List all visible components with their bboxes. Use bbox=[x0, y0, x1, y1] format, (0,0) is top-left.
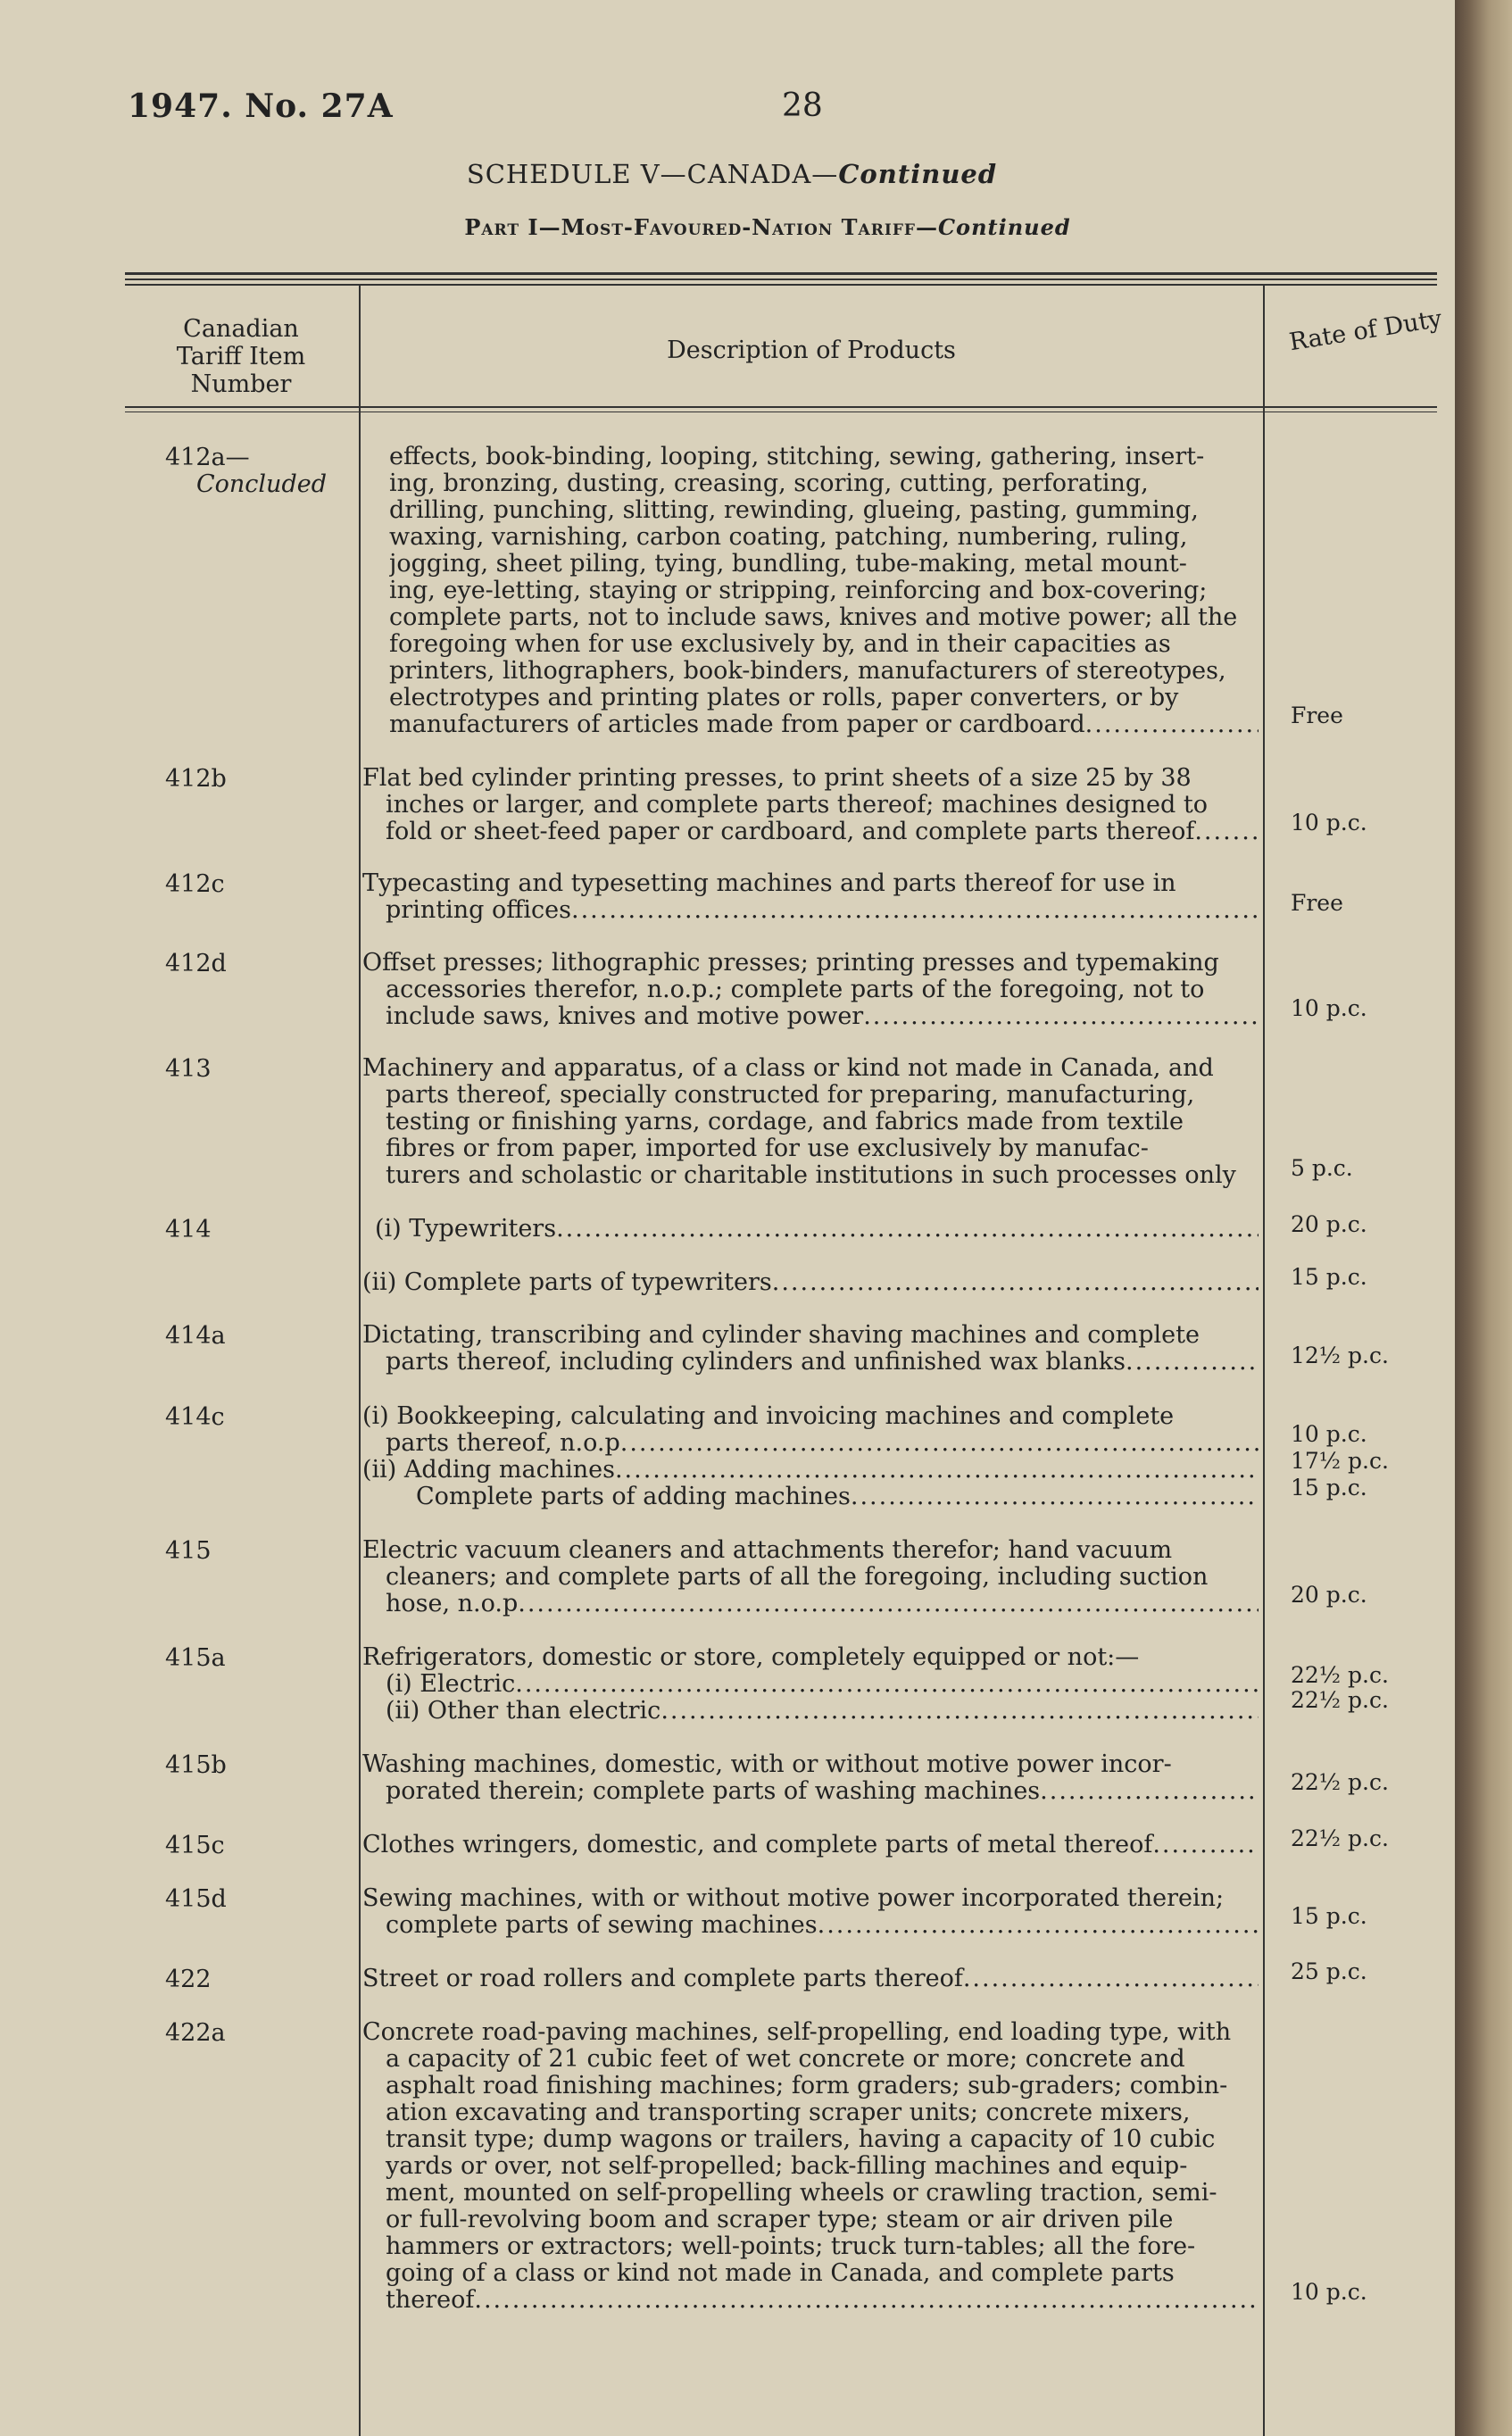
rate-of-duty: 10 p.c. bbox=[1291, 995, 1367, 1021]
description-line-text: complete parts of sewing machines bbox=[386, 1912, 818, 1939]
description-line: effects, book-binding, looping, stitching, sewing, gathering, insert- bbox=[389, 444, 1205, 470]
rate-of-duty: Free bbox=[1291, 890, 1343, 916]
description-line-text: include saws, knives and motive power bbox=[386, 1003, 864, 1030]
schedule-title-suffix: Continued bbox=[838, 159, 998, 189]
item-number: 412b bbox=[165, 765, 227, 793]
description-line: jogging, sheet piling, tying, bundling, tube-making, metal mount- bbox=[389, 551, 1187, 578]
description-line: accessories therefor, n.o.p.; complete parts of the foregoing, not to bbox=[386, 977, 1205, 1003]
rate-of-duty: 22½ p.c. bbox=[1291, 1687, 1389, 1713]
schedule-title bbox=[0, 159, 1464, 189]
column-header-item bbox=[134, 315, 348, 398]
item-number-note: Concluded bbox=[196, 470, 327, 498]
description-line bbox=[362, 1591, 1259, 1617]
description-line bbox=[362, 2287, 1259, 2314]
part-title bbox=[0, 214, 1512, 240]
rate-of-duty: 10 p.c. bbox=[1291, 2279, 1367, 2305]
dot-leader bbox=[615, 1457, 1259, 1484]
description-line: asphalt road finishing machines; form graders; sub-graders; combin- bbox=[386, 2073, 1228, 2099]
dot-leader bbox=[556, 1216, 1259, 1243]
rate-of-duty: 20 p.c. bbox=[1291, 1211, 1367, 1237]
description-line bbox=[362, 1912, 1259, 1939]
description-line: printers, lithographers, book-binders, manufacturers of stereotypes, bbox=[389, 658, 1226, 685]
part-title-main: Part I—Most-Favoured-Nation Tariff— bbox=[464, 214, 938, 240]
rate-of-duty: 12½ p.c. bbox=[1291, 1343, 1389, 1368]
column-divider-rate bbox=[1263, 286, 1265, 2436]
item-description bbox=[362, 1055, 1259, 1189]
description-line bbox=[362, 819, 1259, 845]
description-line: cleaners; and complete parts of all the foregoing, including suction bbox=[386, 1564, 1209, 1591]
description-line bbox=[362, 1216, 1259, 1243]
description-line-text: porated therein; complete parts of washing machines bbox=[386, 1778, 1041, 1805]
description-line bbox=[389, 711, 1259, 738]
rate-of-duty: 17½ p.c. bbox=[1291, 1448, 1389, 1474]
description-line-text: parts thereof, n.o.p bbox=[386, 1430, 620, 1457]
rate-of-duty: 22½ p.c. bbox=[1291, 1769, 1389, 1795]
rate-of-duty: 10 p.c. bbox=[1291, 810, 1367, 836]
page-number: 28 bbox=[782, 87, 823, 124]
description-line: Electric vacuum cleaners and attachments therefor; hand vacuum bbox=[362, 1537, 1173, 1564]
document-year-number: 1947. No. 27A bbox=[128, 87, 394, 125]
rate-of-duty: 22½ p.c. bbox=[1291, 1825, 1389, 1851]
dot-leader bbox=[660, 1698, 1259, 1725]
rate-of-duty: 15 p.c. bbox=[1291, 1264, 1367, 1290]
description-line-text: (ii) Adding machines bbox=[362, 1457, 615, 1484]
item-number: 414c bbox=[165, 1403, 225, 1431]
description-line-text: hose, n.o.p bbox=[386, 1591, 519, 1617]
item-description bbox=[362, 1216, 1259, 1243]
description-line-text: (ii) Other than electric bbox=[386, 1698, 661, 1725]
item-number: 414 bbox=[165, 1216, 212, 1243]
column-header-rate: Rate of Duty bbox=[1287, 304, 1444, 357]
description-line bbox=[362, 897, 1259, 924]
description-line: drilling, punching, slitting, rewinding, glueing, pasting, gumming, bbox=[389, 497, 1199, 524]
dot-leader bbox=[1085, 711, 1259, 738]
item-number: 413 bbox=[165, 1055, 212, 1083]
description-line-text: fold or sheet-feed paper or cardboard, and complete parts thereof bbox=[386, 819, 1195, 845]
description-line: foregoing when for use exclusively by, and in their capacities as bbox=[389, 631, 1171, 658]
column-header-description: Description of Products bbox=[667, 337, 956, 364]
dot-leader bbox=[515, 1671, 1259, 1698]
dot-leader bbox=[772, 1269, 1259, 1296]
dot-leader bbox=[1126, 1349, 1259, 1376]
description-line-text: thereof bbox=[386, 2287, 475, 2314]
item-number: 415b bbox=[165, 1751, 227, 1779]
description-line bbox=[362, 1671, 1259, 1698]
item-description bbox=[362, 1403, 1259, 1510]
description-line: Concrete road-paving machines, self-propelling, end loading type, with bbox=[362, 2019, 1232, 2046]
item-description bbox=[362, 870, 1259, 924]
description-line bbox=[362, 1778, 1259, 1805]
item-number: 414a bbox=[165, 1322, 226, 1350]
rate-of-duty: 15 p.c. bbox=[1291, 1475, 1367, 1501]
description-line-text: parts thereof, including cylinders and unfinished wax blanks bbox=[386, 1349, 1126, 1376]
dot-leader bbox=[1152, 1832, 1259, 1858]
column-divider-item bbox=[359, 286, 361, 2436]
description-line: transit type; dump wagons or trailers, having a capacity of 10 cubic bbox=[386, 2126, 1216, 2153]
dot-leader bbox=[863, 1003, 1259, 1030]
dot-leader bbox=[620, 1430, 1259, 1457]
rate-of-duty: 22½ p.c. bbox=[1291, 1662, 1389, 1688]
description-line bbox=[362, 1457, 1259, 1484]
item-number: 422 bbox=[165, 1966, 212, 1993]
description-line: complete parts, not to include saws, knives and motive power; all the bbox=[389, 604, 1238, 631]
description-line-text: Complete parts of adding machines bbox=[416, 1484, 851, 1510]
description-line bbox=[362, 1966, 1259, 1992]
description-line bbox=[362, 1269, 1259, 1296]
description-line: ing, eye-letting, staying or stripping, reinforcing and box-covering; bbox=[389, 578, 1208, 604]
dot-leader bbox=[571, 897, 1259, 924]
item-description bbox=[362, 1537, 1259, 1617]
description-line: parts thereof, specially constructed for preparing, manufacturing, bbox=[386, 1082, 1195, 1109]
description-line: Machinery and apparatus, of a class or kind not made in Canada, and bbox=[362, 1055, 1214, 1082]
column-header-item-line: Number bbox=[190, 370, 292, 398]
description-line: ment, mounted on self-propelling wheels or crawling traction, semi- bbox=[386, 2180, 1217, 2207]
item-number: 415 bbox=[165, 1537, 212, 1565]
dot-leader bbox=[963, 1966, 1259, 1992]
description-line: testing or finishing yarns, cordage, and fabrics made from textile bbox=[386, 1109, 1184, 1135]
table-top-rule-triple bbox=[125, 284, 1437, 286]
item-description bbox=[362, 1751, 1259, 1805]
item-number: 412c bbox=[165, 870, 225, 898]
item-description bbox=[389, 444, 1259, 738]
description-line: ation excavating and transporting scraper units; concrete mixers, bbox=[386, 2099, 1191, 2126]
description-line bbox=[362, 1430, 1259, 1457]
description-line bbox=[362, 1698, 1259, 1725]
description-line: ing, bronzing, dusting, creasing, scoring, cutting, perforating, bbox=[389, 470, 1149, 497]
description-line-text: (ii) Complete parts of typewriters bbox=[362, 1269, 772, 1296]
description-line-text: (i) Typewriters bbox=[375, 1216, 557, 1243]
description-line: fibres or from paper, imported for use exclusively by manufac- bbox=[386, 1135, 1149, 1162]
item-number: 422a bbox=[165, 2019, 226, 2047]
description-line: Dictating, transcribing and cylinder shaving machines and complete bbox=[362, 1322, 1200, 1349]
description-line-text: (i) Electric bbox=[386, 1671, 516, 1698]
table-top-rule bbox=[125, 272, 1437, 275]
item-description bbox=[362, 1644, 1259, 1725]
column-header-item-line: Tariff Item bbox=[176, 343, 306, 370]
rate-of-duty: 25 p.c. bbox=[1291, 1958, 1367, 1984]
description-line: turers and scholastic or charitable institutions in such processes only bbox=[386, 1162, 1236, 1189]
item-description bbox=[362, 950, 1259, 1030]
dot-leader bbox=[851, 1484, 1259, 1510]
description-line: waxing, varnishing, carbon coating, patching, numbering, ruling, bbox=[389, 524, 1188, 551]
rate-of-duty: Free bbox=[1291, 703, 1343, 728]
dot-leader bbox=[518, 1591, 1259, 1617]
item-description bbox=[362, 2019, 1259, 2314]
description-line-text: Clothes wringers, domestic, and complete parts of metal thereof bbox=[362, 1832, 1153, 1858]
table-top-rule-double bbox=[125, 279, 1437, 280]
description-line: Sewing machines, with or without motive power incorporated therein; bbox=[362, 1885, 1225, 1912]
description-line bbox=[362, 1349, 1259, 1376]
description-line: hammers or extractors; well-points; truck turn-tables; all the fore- bbox=[386, 2233, 1196, 2260]
item-description bbox=[362, 1832, 1259, 1858]
item-number: 412d bbox=[165, 950, 227, 977]
header-bottom-rule bbox=[125, 406, 1437, 408]
item-number: 412a— bbox=[165, 444, 250, 471]
description-line: Flat bed cylinder printing presses, to print sheets of a size 25 by 38 bbox=[362, 765, 1192, 792]
dot-leader bbox=[818, 1912, 1259, 1939]
item-description bbox=[362, 1885, 1259, 1939]
description-line: (i) Bookkeeping, calculating and invoicing machines and complete bbox=[362, 1403, 1175, 1430]
dot-leader bbox=[474, 2287, 1259, 2314]
item-number: 415d bbox=[165, 1885, 227, 1913]
description-line: Washing machines, domestic, with or without motive power incor- bbox=[362, 1751, 1172, 1778]
item-description bbox=[362, 1966, 1259, 1992]
book-spine bbox=[1455, 0, 1512, 2436]
rate-of-duty: 5 p.c. bbox=[1291, 1155, 1353, 1181]
description-line-text: printing offices bbox=[386, 897, 571, 924]
description-line: a capacity of 21 cubic feet of wet concrete or more; concrete and bbox=[386, 2046, 1185, 2073]
description-line bbox=[362, 1484, 1259, 1510]
item-number: 415c bbox=[165, 1832, 225, 1859]
description-line bbox=[362, 1003, 1259, 1030]
description-line-text: Street or road rollers and complete parts thereof bbox=[362, 1966, 963, 1992]
schedule-title-main: SCHEDULE V—CANADA— bbox=[466, 159, 839, 189]
description-line: or full-revolving boom and scraper type; steam or air driven pile bbox=[386, 2207, 1174, 2233]
description-line-text: manufacturers of articles made from paper or cardboard bbox=[389, 711, 1085, 738]
rate-of-duty: 10 p.c. bbox=[1291, 1421, 1367, 1447]
item-description bbox=[362, 1269, 1259, 1296]
dot-leader bbox=[1194, 819, 1259, 845]
description-line: Typecasting and typesetting machines and parts thereof for use in bbox=[362, 870, 1176, 897]
column-header-item-line: Canadian bbox=[183, 315, 299, 343]
description-line: inches or larger, and complete parts thereof; machines designed to bbox=[386, 792, 1208, 819]
description-line: Refrigerators, domestic or store, completely equipped or not:— bbox=[362, 1644, 1140, 1671]
description-line: going of a class or kind not made in Canada, and complete parts bbox=[386, 2260, 1175, 2287]
dot-leader bbox=[1040, 1778, 1259, 1805]
description-line: electrotypes and printing plates or rolls, paper converters, or by bbox=[389, 685, 1179, 711]
item-description bbox=[362, 1322, 1259, 1376]
description-line: Offset presses; lithographic presses; printing presses and typemaking bbox=[362, 950, 1219, 977]
rate-of-duty: 15 p.c. bbox=[1291, 1903, 1367, 1929]
part-title-suffix: Continued bbox=[937, 214, 1071, 240]
rate-of-duty: 20 p.c. bbox=[1291, 1582, 1367, 1608]
item-number: 415a bbox=[165, 1644, 226, 1672]
description-line bbox=[362, 1832, 1259, 1858]
description-line: yards or over, not self-propelled; back-filling machines and equip- bbox=[386, 2153, 1188, 2180]
item-description bbox=[362, 765, 1259, 845]
